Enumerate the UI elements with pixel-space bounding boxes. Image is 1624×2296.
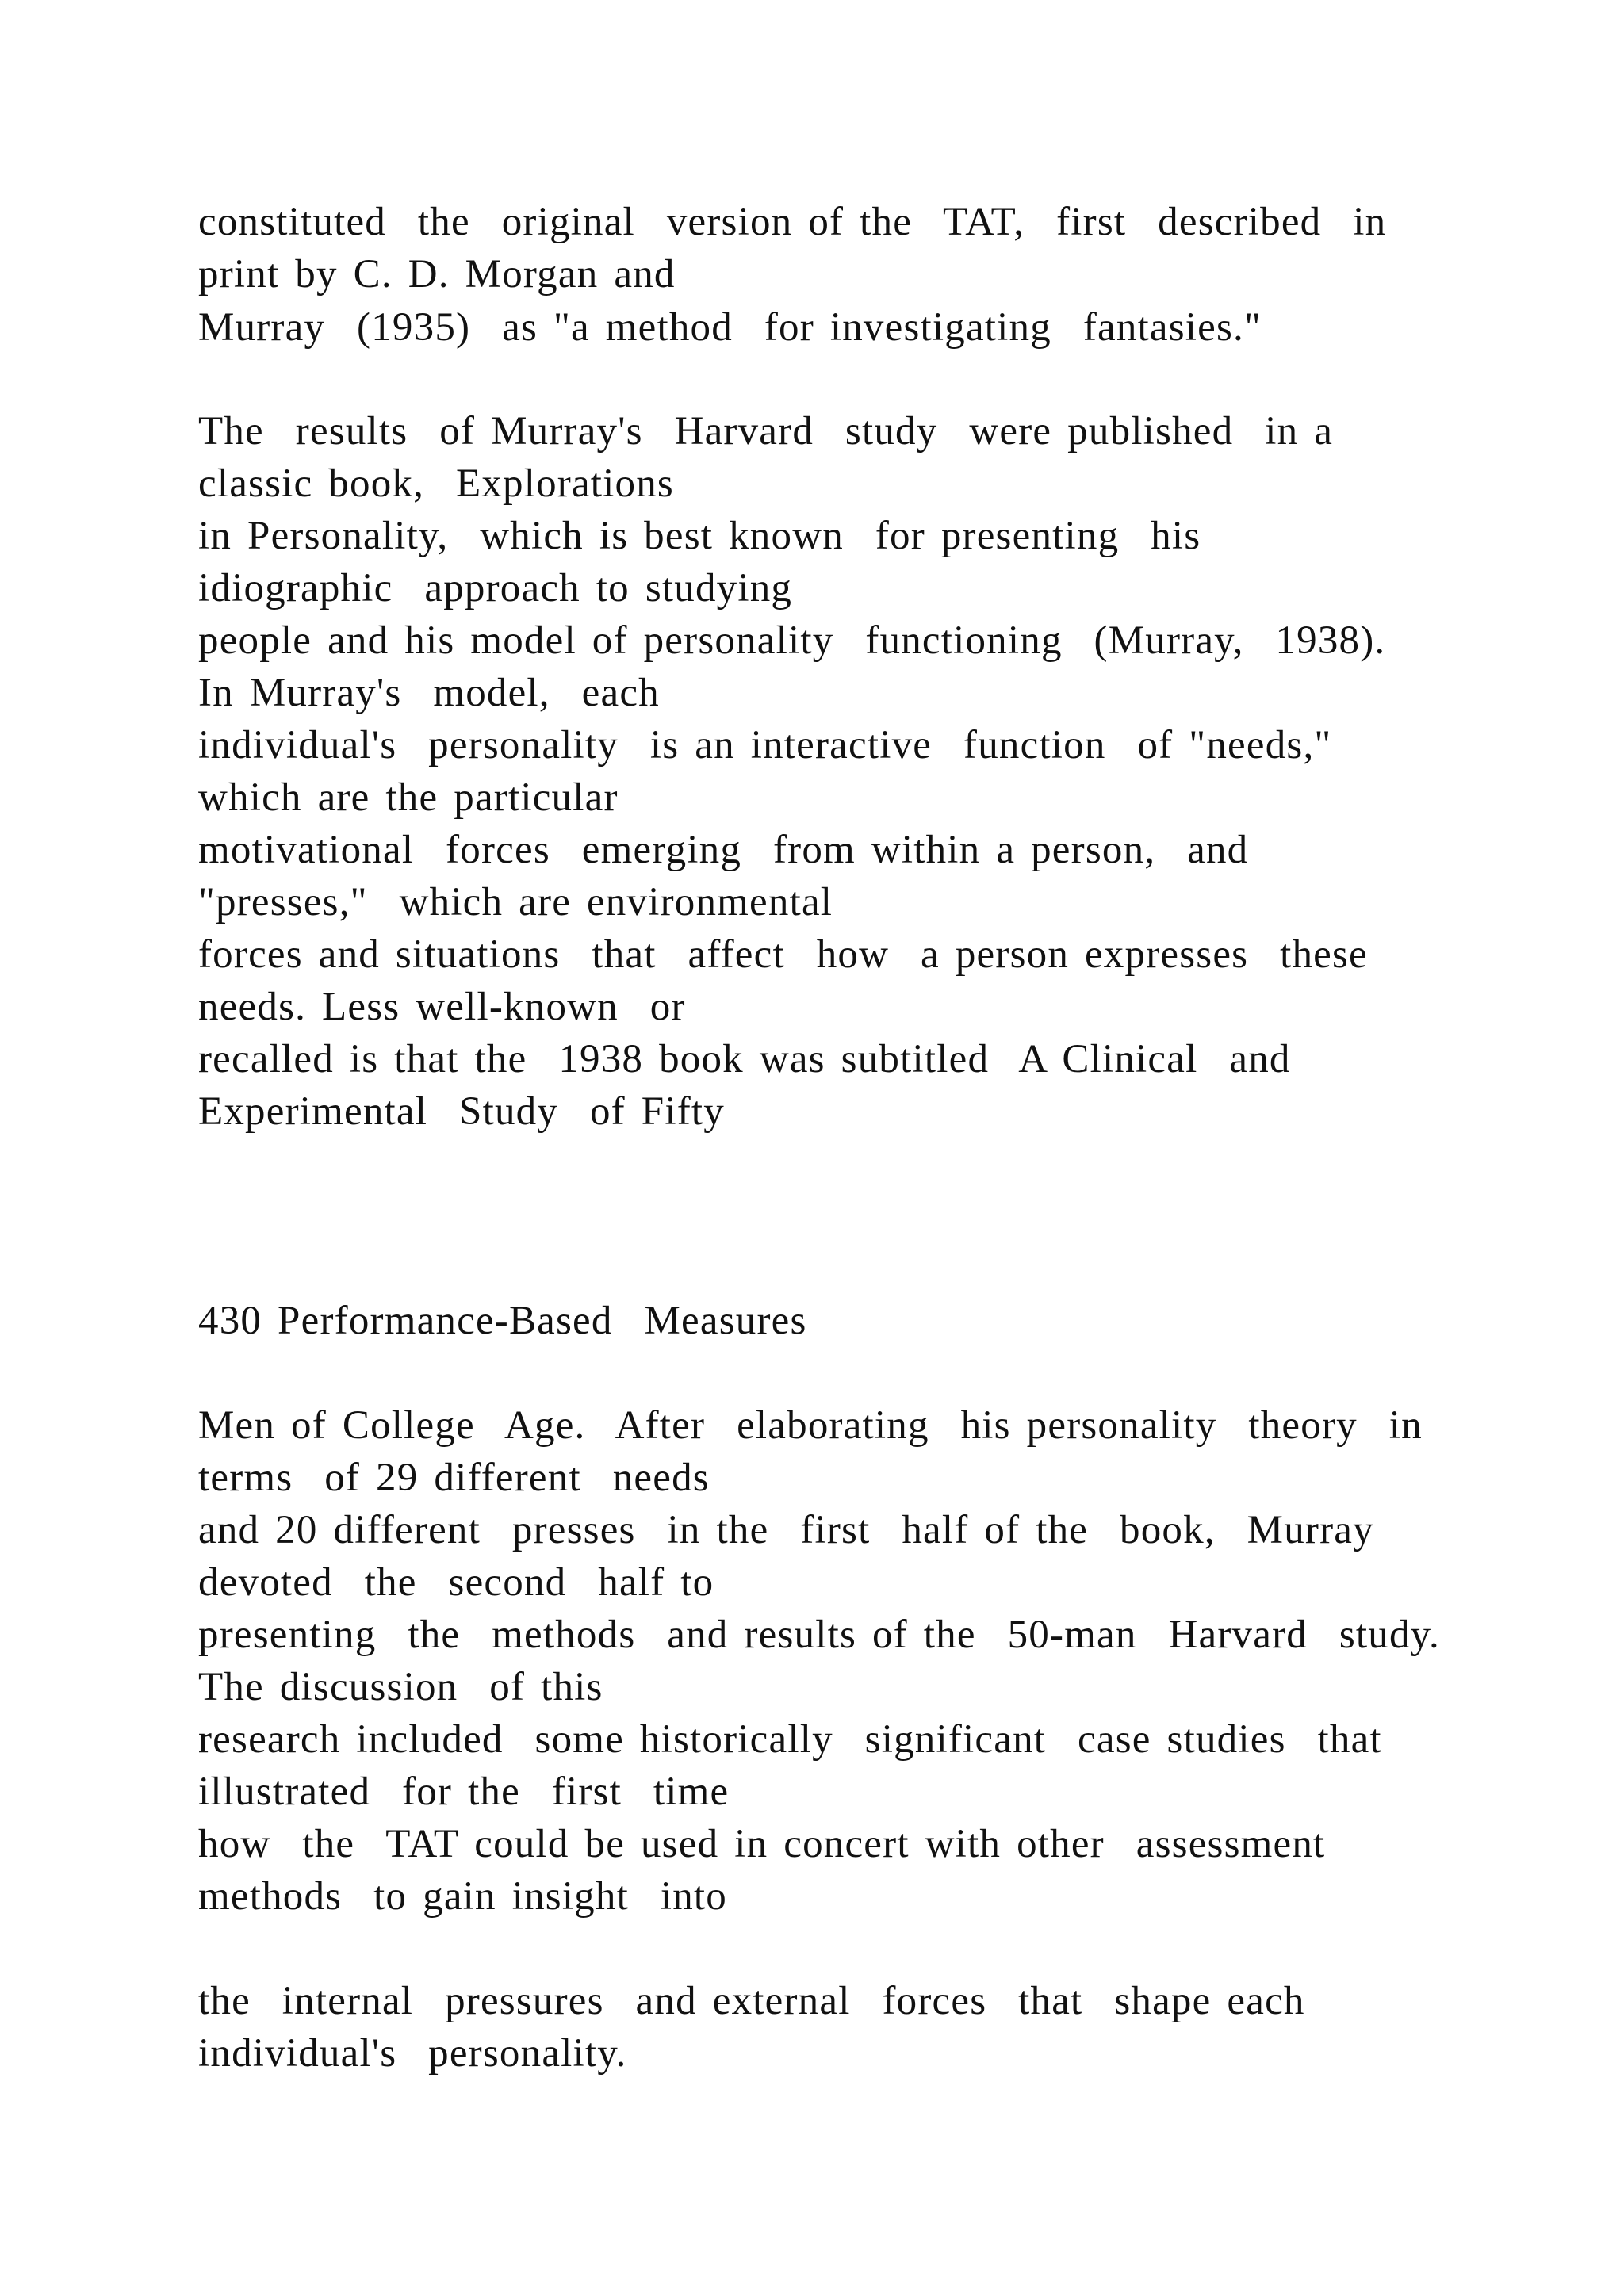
body-line: how the TAT could be used in concert with other assessment [198, 1822, 1326, 1866]
body-line: forces and situations that affect how a person expresses these [198, 932, 1368, 977]
body-line: The discussion of this [198, 1665, 603, 1709]
body-line: Murray (1935) as "a method for investigating fantasies." [198, 305, 1262, 350]
running-header: 430 Performance-Based Measures [198, 1299, 807, 1343]
body-line: in Personality, which is best known for presenting his [198, 514, 1201, 558]
body-line: presenting the methods and results of the 50-man Harvard study. [198, 1613, 1441, 1657]
body-line: idiographic approach to studying [198, 566, 793, 610]
body-line: motivational forces emerging from within a person, and [198, 828, 1249, 872]
body-line: and 20 different presses in the first half of the book, Murray [198, 1508, 1374, 1552]
body-line: classic book, Explorations [198, 461, 674, 506]
body-line: individual's personality is an interactive function of "needs," [198, 723, 1332, 767]
body-line: "presses," which are environmental [198, 880, 833, 924]
body-line: which are the particular [198, 775, 619, 820]
body-line: In Murray's model, each [198, 671, 660, 715]
body-line: The results of Murray's Harvard study were published in a [198, 409, 1334, 453]
body-line: devoted the second half to [198, 1560, 714, 1605]
body-line: terms of 29 different needs [198, 1456, 710, 1500]
body-line: Experimental Study of Fifty [198, 1089, 725, 1134]
body-line: recalled is that the 1938 book was subtitled A Clinical and [198, 1037, 1291, 1081]
body-line: research included some historically significant case studies that [198, 1717, 1382, 1762]
body-line: the internal pressures and external forces that shape each [198, 1979, 1305, 2023]
body-line: Men of College Age. After elaborating his personality theory in [198, 1403, 1423, 1448]
body-line: print by C. D. Morgan and [198, 252, 676, 297]
body-line: people and his model of personality functioning (Murray, 1938). [198, 618, 1386, 663]
body-line: individual's personality. [198, 2031, 627, 2076]
body-line: methods to gain insight into [198, 1874, 727, 1919]
body-line: needs. Less well-known or [198, 985, 686, 1029]
body-line: illustrated for the first time [198, 1770, 730, 1814]
body-line: constituted the original version of the TAT, first described in [198, 200, 1387, 244]
